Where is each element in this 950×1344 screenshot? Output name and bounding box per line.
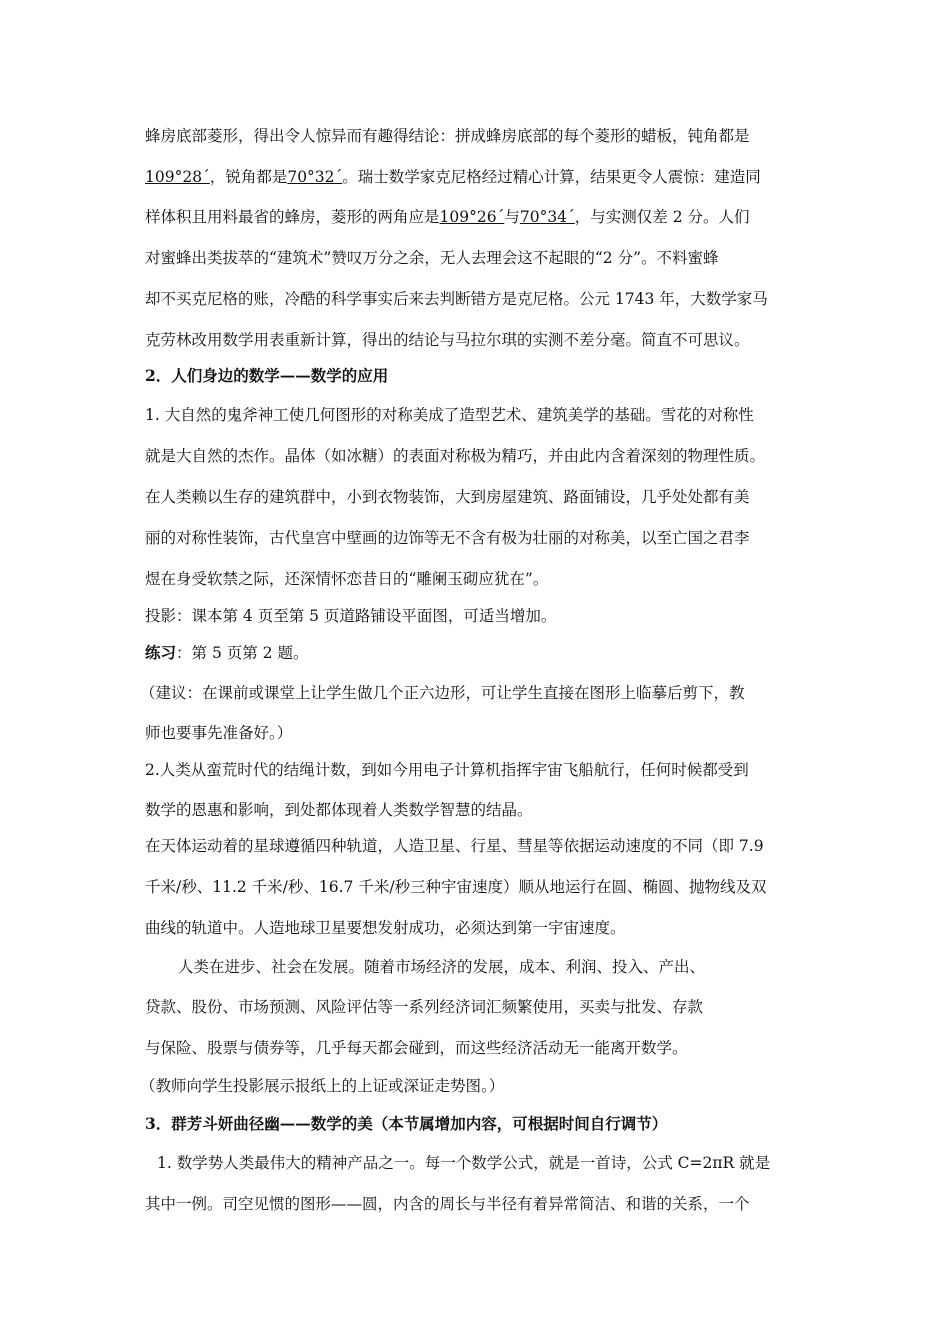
text-line: 2.人类从蛮荒时代的结绳计数，到如今用电子计算机指挥宇宙飞船航行，任何时候都受到 [145,761,749,779]
text-fragment: ，与实测仅差 2 分。人们 [574,208,750,226]
text-fragment: 样体积且用料最省的蜂房，菱形的两角应是 [145,208,440,226]
text-line: （教师向学生投影展示报纸上的上证或深证走势图。） [140,1077,505,1095]
angle-value: 70°34´ [519,208,575,226]
text-line: 在天体运动着的星球遵循四种轨道，人造卫星、行星、彗星等依据运动速度的不同（即 7.9 [145,837,764,855]
text-line: 就是大自然的杰作。晶体（如冰糖）的表面对称极为精巧，并由此内含着深刻的物理性质。 [145,447,766,465]
text-line: 千米/秒、11.2 千米/秒、16.7 千米/秒三种宇宙速度）顺从地运行在圆、椭圆、抛物线及双 [145,878,767,896]
text-line: 蜂房底部菱形，得出令人惊异而有趣得结论：拼成蜂房底部的每个菱形的蜡板，钝角都是 [145,127,750,145]
text-line: 师也要事先准备好。） [145,724,293,742]
text-line: 丽的对称性装饰，古代皇宫中壁画的边饰等无不含有极为壮丽的对称美，以至亡国之君李 [145,529,750,547]
text-line: 数学的恩惠和影响，到处都体现着人类数学智慧的结晶。 [145,801,533,819]
exercise-label: 练习 [145,643,177,662]
text-line: 贷款、股份、市场预测、风险评估等一系列经济词汇频繁使用，买卖与批发、存款 [145,998,704,1016]
text-line [145,167,825,187]
text-line: 克劳林改用数学用表重新计算，得出的结论与马拉尔琪的实测不差分毫。简直不可思议。 [145,331,750,349]
angle-value: 109°28´ [145,168,210,186]
text-line: 与保险、股票与债券等，几乎每天都会碰到，而这些经济活动无一能离开数学。 [145,1039,688,1057]
text-fragment: ：第 5 页第 2 题。 [176,644,309,662]
angle-value: 70°32´ [287,168,343,186]
text-fragment: 与 [504,208,520,226]
text-line: 1. 数学势人类最伟大的精神产品之一。每一个数学公式，就是一首诗，公式 C=2πR 就是 [157,1154,771,1172]
text-line [145,207,825,227]
text-line: 煜在身受软禁之际，还深情怀恋昔日的“雕阑玉砌应犹在”。 [145,570,549,588]
text-fragment: ，锐角都是 [209,168,288,186]
text-line: 其中一例。司空见惯的图形——圆，内含的周长与半径有着异常简洁、和谐的关系，一个 [145,1195,750,1213]
text-line: 曲线的轨道中。人造地球卫星要想发射成功，必须达到第一宇宙速度。 [145,919,626,937]
section-heading: 2．人们身边的数学——数学的应用 [145,366,389,385]
text-line: 投影：课本第 4 页至第 5 页道路铺设平面图，可适当增加。 [145,607,557,625]
text-fragment: 。瑞士数学家克尼格经过精心计算，结果更令人震惊：建造同 [342,168,761,186]
text-line: 人类在进步、社会在发展。随着市场经济的发展，成本、利润、投入、产出、 [178,958,706,976]
text-line: 1. 大自然的鬼斧神工使几何图形的对称美成了造型艺术、建筑美学的基础。雪花的对称性 [145,406,754,424]
text-line: 却不买克尼格的账，冷酷的科学事实后来去判断错方是克尼格。公元 1743 年，大数学家马 [145,290,768,308]
text-line: （建议：在课前或课堂上让学生做几个正六边形，可让学生直接在图形上临摹后剪下，教 [140,684,745,702]
angle-value: 109°26´ [439,208,505,226]
section-heading: 3．群芳斗妍曲径幽——数学的美（本节属增加内容，可根据时间自行调节） [145,1114,668,1133]
exercise-line [145,643,825,663]
text-line: 对蜜蜂出类拔萃的“建筑术”赞叹万分之余，无人去理会这不起眼的“2 分”。不料蜜蜂 [145,249,719,267]
text-line: 在人类赖以生存的建筑群中，小到衣物装饰，大到房屋建筑、路面铺设，几乎处处都有美 [145,488,750,506]
